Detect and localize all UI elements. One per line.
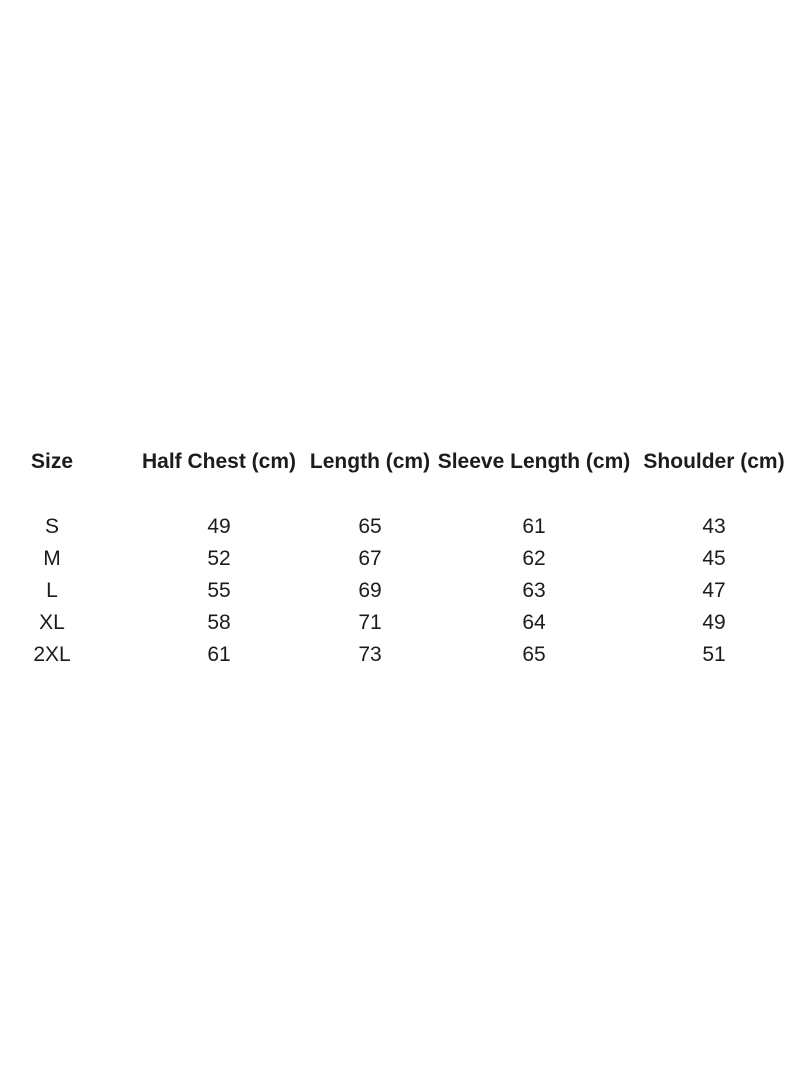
table-cell: 73 (358, 643, 382, 666)
table-row-m (0, 543, 800, 575)
table-row-2xl (0, 639, 800, 671)
table-cell: 49 (207, 515, 231, 538)
table-row-l (0, 575, 800, 607)
column-header-length: Length (cm) (309, 450, 431, 473)
table-row-s (0, 511, 800, 543)
table-cell: 58 (207, 611, 231, 634)
table-cell: 64 (522, 611, 546, 634)
table-header-row (0, 446, 800, 478)
table-cell: 52 (207, 547, 231, 570)
column-header-sleeve-length: Sleeve Length (cm) (437, 450, 631, 473)
table-cell: 65 (522, 643, 546, 666)
table-cell: 43 (702, 515, 726, 538)
column-header-half-chest: Half Chest (cm) (141, 450, 297, 473)
table-cell: 71 (358, 611, 382, 634)
table-cell: 69 (358, 579, 382, 602)
size-label: S (44, 515, 60, 538)
table-cell: 63 (522, 579, 546, 602)
table-cell: 45 (702, 547, 726, 570)
table-cell: 61 (207, 643, 231, 666)
column-header-size: Size (30, 450, 74, 473)
table-row-xl (0, 607, 800, 639)
table-cell: 49 (702, 611, 726, 634)
table-cell: 51 (702, 643, 726, 666)
table-cell: 67 (358, 547, 382, 570)
size-label: XL (39, 611, 65, 634)
size-label: M (43, 547, 61, 570)
table-cell: 65 (358, 515, 382, 538)
size-label: L (46, 579, 58, 602)
column-header-shoulder: Shoulder (cm) (643, 450, 785, 473)
size-label: 2XL (33, 643, 71, 666)
table-cell: 61 (522, 515, 546, 538)
table-cell: 55 (207, 579, 231, 602)
table-cell: 47 (702, 579, 726, 602)
table-cell: 62 (522, 547, 546, 570)
